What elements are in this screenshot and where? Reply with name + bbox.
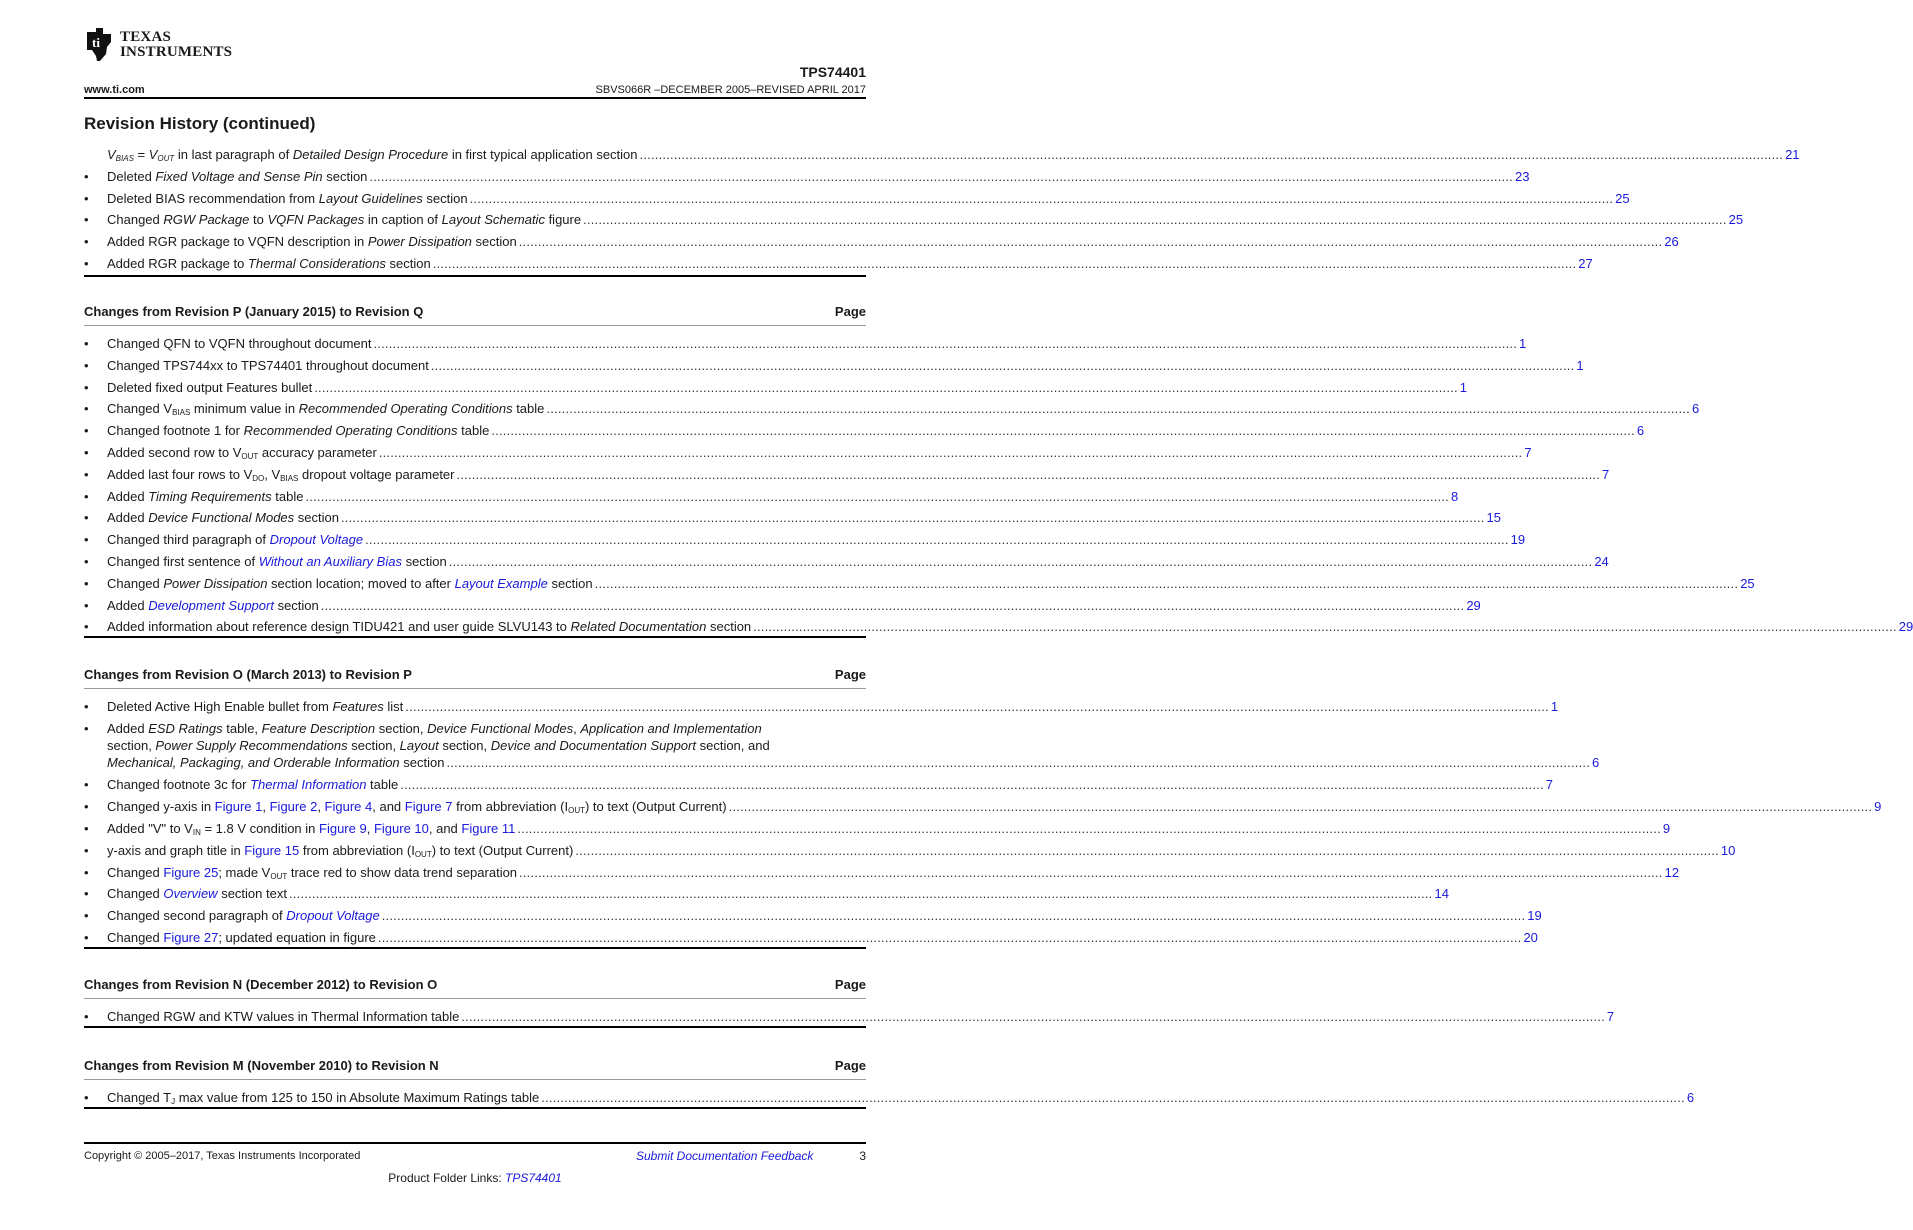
bullet-icon: •: [84, 929, 89, 945]
dot-leader: ............................................................................................................................................................................................................................................................................................................: [546, 401, 1690, 417]
entry-text: Changed first sentence of Without an Auxiliary Bias section: [107, 554, 447, 569]
svg-text:ti: ti: [92, 35, 100, 50]
page-link[interactable]: 6: [1686, 1090, 1695, 1105]
dot-leader: ............................................................................................................................................................................................................................................................................................................: [519, 864, 1663, 880]
page-link[interactable]: 7: [1524, 445, 1532, 460]
page-link[interactable]: 6: [1691, 401, 1700, 417]
bullet-icon: •: [84, 488, 89, 504]
entry-text: section, Power Supply Recommendations section, Layout section, Device and Documentation Support section, and: [107, 737, 770, 753]
logo-line-instruments: INSTRUMENTS: [120, 44, 233, 60]
bullet-icon: •: [84, 510, 89, 526]
section-heading: [84, 1058, 866, 1073]
dot-leader: ............................................................................................................................................................................................................................................................................................................: [594, 575, 1739, 591]
page-number: 3: [859, 1149, 866, 1163]
dot-leader: ............................................................................................................................................................................................................................................................................................................: [320, 597, 1465, 613]
submit-feedback-link[interactable]: Submit Documentation Feedback: [636, 1149, 814, 1163]
page-link[interactable]: 15: [1486, 510, 1501, 526]
page-link[interactable]: 9: [1662, 820, 1671, 836]
bullet-icon: •: [84, 357, 89, 373]
dot-leader: ............................................................................................................................................................................................................................................................................................................: [517, 820, 1661, 836]
dot-leader: ............................................................................................................................................................................................................................................................................................................: [405, 699, 1549, 714]
entry-text: Mechanical, Packaging, and Orderable Information section: [107, 754, 445, 770]
entry-text: Added ESD Ratings table, Feature Description section, Device Functional Modes, Application and Implementation: [107, 720, 762, 736]
bullet-icon: •: [84, 212, 89, 228]
bullet-icon: •: [84, 168, 89, 184]
page-link[interactable]: 10: [1720, 842, 1736, 858]
bullet-icon: •: [84, 445, 89, 460]
ti-logo[interactable]: [84, 27, 232, 63]
footer-divider: [84, 1142, 866, 1144]
bullet-icon: •: [84, 720, 89, 736]
page-link[interactable]: 25: [1615, 190, 1630, 206]
entry-text: Deleted BIAS recommendation from Layout Guidelines section: [107, 190, 468, 206]
dot-leader: ............................................................................................................................................................................................................................................................................................................: [575, 842, 1719, 858]
entry-text: Changed QFN to VQFN throughout document: [107, 336, 372, 351]
dot-leader: ............................................................................................................................................................................................................................................................................................................: [446, 754, 1591, 770]
entry-text: Added last four rows to $V_{DO}$, $V_{BIAS}$ dropout voltage parameter: [107, 466, 455, 483]
section-divider: [84, 1026, 866, 1028]
entry-text: Changed third paragraph of Dropout Voltage: [107, 532, 364, 548]
section-divider: [84, 275, 866, 277]
product-link[interactable]: TPS74401: [505, 1171, 562, 1185]
entry-text: Deleted fixed output Features bullet: [107, 379, 313, 395]
dot-leader: ............................................................................................................................................................................................................................................................................................................: [369, 168, 1513, 184]
logo-line-texas: TEXAS: [120, 29, 172, 45]
page-column-label: Page: [834, 1058, 866, 1073]
page-link[interactable]: 14: [1434, 886, 1449, 902]
page-column-label: Page: [834, 667, 866, 682]
dot-leader: ............................................................................................................................................................................................................................................................................................................: [373, 336, 1518, 351]
page-link[interactable]: 6: [1592, 754, 1600, 770]
bullet-icon: •: [84, 336, 89, 351]
section-heading: [84, 667, 866, 682]
entry-text: Changed TPS744xx to TPS74401 throughout document: [107, 357, 429, 373]
website-link[interactable]: www.ti.com: [84, 84, 145, 96]
dot-leader: ............................................................................................................................................................................................................................................................................................................: [639, 147, 1784, 162]
page-link[interactable]: 24: [1594, 554, 1609, 569]
section-heading-rule: [84, 688, 866, 689]
page-link[interactable]: 25: [1728, 212, 1744, 228]
bullet-icon: •: [84, 1090, 89, 1105]
bullet-icon: •: [84, 908, 89, 924]
page-link[interactable]: 1: [1519, 336, 1527, 351]
entry-text: $V_{BIAS} = V_{OUT}$ in last paragraph of Detailed Design Procedure in first typical application section: [107, 147, 638, 163]
dot-leader: ............................................................................................................................................................................................................................................................................................................: [400, 777, 1544, 793]
page-link[interactable]: 21: [1785, 147, 1800, 162]
page-link[interactable]: 7: [1545, 777, 1554, 793]
entry-text: Changed RGW Package to VQFN Packages in caption of Layout Schematic figure: [107, 212, 582, 228]
bullet-icon: •: [84, 234, 89, 250]
dot-leader: ............................................................................................................................................................................................................................................................................................................: [377, 929, 1522, 945]
entry-text: Changed footnote 3c for Thermal Information table: [107, 777, 399, 793]
page-link[interactable]: 6: [1636, 423, 1645, 439]
dot-leader: ............................................................................................................................................................................................................................................................................................................: [305, 488, 1449, 504]
section-title: Changes from Revision N (December 2012) to Revision O: [84, 977, 438, 992]
dot-leader: ............................................................................................................................................................................................................................................................................................................: [583, 212, 1727, 228]
bullet-icon: •: [84, 842, 89, 858]
bullet-icon: •: [84, 597, 89, 613]
product-folder-links: [0, 1171, 950, 1185]
product-links-label: Product Folder Links:: [388, 1171, 505, 1185]
multiline-entry: [107, 720, 1600, 771]
page-link[interactable]: 12: [1664, 864, 1680, 880]
page-link[interactable]: 19: [1510, 532, 1526, 548]
document-id: SBVS066R –DECEMBER 2005–REVISED APRIL 2017: [595, 84, 866, 96]
entry-text: Added Device Functional Modes section: [107, 510, 339, 526]
dot-leader: ............................................................................................................................................................................................................................................................................................................: [753, 619, 1897, 635]
bullet-icon: •: [84, 820, 89, 836]
entry-text: Added "V" to $V_{IN} = 1.8$ V condition in Figure 9, Figure 10, and Figure 11: [107, 820, 516, 837]
dot-leader: ............................................................................................................................................................................................................................................................................................................: [288, 886, 1433, 902]
bullet-icon: •: [84, 575, 89, 591]
dot-leader: ............................................................................................................................................................................................................................................................................................................: [430, 357, 1575, 373]
bullet-icon: •: [84, 466, 89, 482]
page-title: Revision History (continued): [84, 114, 316, 133]
entry-text: Added information about reference design TIDU421 and user guide SLVU143 to Related Documentation section: [107, 619, 752, 635]
dot-leader: ............................................................................................................................................................................................................................................................................................................: [432, 256, 1577, 271]
bullet-icon: •: [84, 401, 89, 417]
dot-leader: ............................................................................................................................................................................................................................................................................................................: [381, 908, 1526, 924]
page-link[interactable]: 25: [1740, 575, 1755, 591]
bullet-icon: •: [84, 864, 89, 880]
entry-text: Changed y-axis in Figure 1, Figure 2, Figure 4, and Figure 7 from abbreviation $(I_{OUT})$ to text (Output Current): [107, 799, 727, 816]
dot-leader: ............................................................................................................................................................................................................................................................................................................: [340, 510, 1485, 526]
page-link[interactable]: 23: [1514, 168, 1530, 184]
entry-text: Added Development Support section: [107, 597, 319, 613]
entry-text: Added RGR package to Thermal Considerations section: [107, 256, 431, 271]
bullet-icon: •: [84, 886, 89, 902]
bullet-icon: •: [84, 1009, 89, 1024]
page-link[interactable]: 8: [1451, 488, 1459, 504]
section-title: Changes from Revision P (January 2015) to Revision Q: [84, 304, 424, 319]
section-divider: [84, 1107, 866, 1109]
entry-text: Changed footnote 1 for Recommended Operating Conditions table: [107, 423, 490, 439]
page-link[interactable]: 1: [1459, 379, 1468, 395]
bullet-icon: •: [84, 799, 89, 815]
bullet-icon: •: [84, 554, 89, 569]
dot-leader: ............................................................................................................................................................................................................................................................................................................: [314, 379, 1458, 395]
dot-leader: ............................................................................................................................................................................................................................................................................................................: [728, 799, 1873, 815]
ti-logo-icon: [84, 28, 114, 62]
dot-leader: ............................................................................................................................................................................................................................................................................................................: [518, 234, 1663, 250]
bullet-icon: •: [84, 699, 89, 714]
part-number: TPS74401: [799, 64, 866, 80]
entry-text: Changed RGW and KTW values in Thermal Information table: [107, 1009, 460, 1024]
bullet-icon: •: [84, 532, 89, 548]
page-link[interactable]: 19: [1527, 908, 1542, 924]
entry-text: Changed $V_{BIAS}$ minimum value in Recommended Operating Conditions table: [107, 401, 545, 418]
section-divider: [84, 947, 866, 949]
bullet-icon: •: [84, 423, 89, 439]
page-link[interactable]: 29: [1466, 597, 1481, 613]
section-heading: [84, 304, 866, 319]
page-link[interactable]: 20: [1523, 929, 1538, 945]
bullet-icon: •: [84, 256, 89, 271]
page-link[interactable]: 7: [1606, 1009, 1615, 1024]
page-link[interactable]: 9: [1874, 799, 1882, 815]
section-title: Changes from Revision M (November 2010) to Revision N: [84, 1058, 439, 1073]
dot-leader: ............................................................................................................................................................................................................................................................................................................: [541, 1090, 1685, 1105]
page-column-label: Page: [834, 304, 866, 319]
dot-leader: ............................................................................................................................................................................................................................................................................................................: [461, 1009, 1605, 1024]
header-divider: [84, 97, 866, 99]
entry-text: Added Timing Requirements table: [107, 488, 304, 504]
section-divider: [84, 636, 866, 638]
dot-leader: ............................................................................................................................................................................................................................................................................................................: [469, 190, 1614, 206]
dot-leader: ............................................................................................................................................................................................................................................................................................................: [491, 423, 1635, 439]
section-heading-rule: [84, 998, 866, 999]
section-title: Changes from Revision O (March 2013) to Revision P: [84, 667, 412, 682]
entry-text: Changed second paragraph of Dropout Voltage: [107, 908, 380, 924]
entry-text: Changed Overview section text: [107, 886, 287, 902]
entry-text: Deleted Active High Enable bullet from Features list: [107, 699, 404, 714]
dot-leader: ............................................................................................................................................................................................................................................................................................................: [378, 445, 1523, 460]
dot-leader: ............................................................................................................................................................................................................................................................................................................: [365, 532, 1509, 548]
page-link[interactable]: 27: [1578, 256, 1593, 271]
entry-text: Changed Power Dissipation section location; moved to after Layout Example section: [107, 575, 593, 591]
dot-leader: ............................................................................................................................................................................................................................................................................................................: [456, 466, 1601, 482]
dot-leader: ............................................................................................................................................................................................................................................................................................................: [448, 554, 1593, 569]
copyright: Copyright © 2005–2017, Texas Instruments Incorporated: [84, 1150, 361, 1162]
page-column-label: Page: [834, 977, 866, 992]
bullet-icon: •: [84, 190, 89, 206]
entry-text: Added second row to $V_{OUT}$ accuracy parameter: [107, 445, 377, 461]
entry-text: Deleted Fixed Voltage and Sense Pin section: [107, 168, 368, 184]
entry-text: y-axis and graph title in Figure 15 from abbreviation $(I_{OUT})$ to text (Output Current): [107, 842, 574, 859]
bullet-icon: •: [84, 777, 89, 793]
bullet-icon: •: [84, 379, 89, 395]
page-link[interactable]: 26: [1664, 234, 1679, 250]
section-heading: [84, 977, 866, 992]
section-heading-rule: [84, 325, 866, 326]
entry-text: Changed Figure 25; made $V_{OUT}$ trace red to show data trend separation: [107, 864, 518, 881]
page-link[interactable]: 1: [1550, 699, 1559, 714]
bullet-icon: •: [84, 619, 89, 635]
page-link[interactable]: 7: [1602, 466, 1610, 482]
entry-text: Changed $T_J$ max value from 125 to 150 in Absolute Maximum Ratings table: [107, 1090, 540, 1106]
page-link[interactable]: 29: [1898, 619, 1913, 635]
entry-text: Added RGR package to VQFN description in Power Dissipation section: [107, 234, 517, 250]
entry-text: Changed Figure 27; updated equation in figure: [107, 929, 376, 945]
section-heading-rule: [84, 1079, 866, 1080]
page-link[interactable]: 1: [1576, 357, 1584, 373]
